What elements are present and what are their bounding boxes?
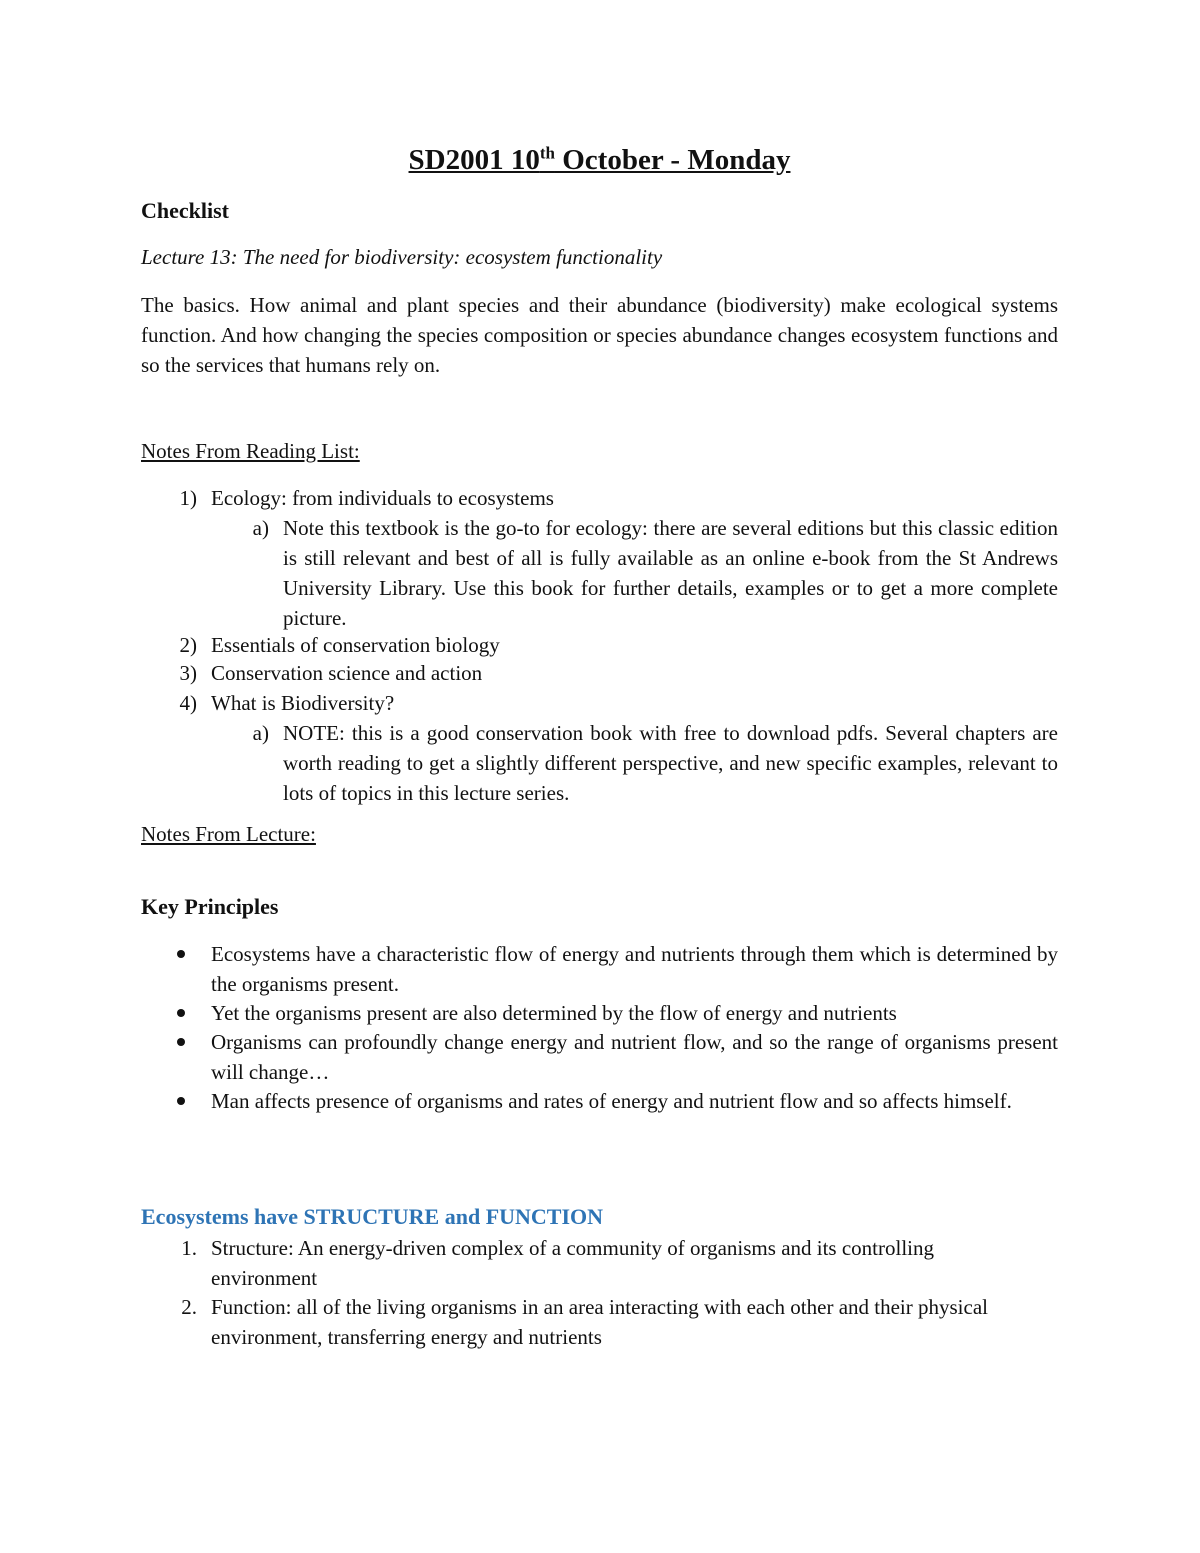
bullet-icon bbox=[177, 1009, 185, 1017]
lecture-notes-label: Notes From Lecture: bbox=[141, 822, 316, 846]
bullet-text: Yet the organisms present are also determined by the flow of energy and nutrients bbox=[211, 1001, 897, 1025]
list-marker: 3) bbox=[179, 661, 197, 685]
bullet-text: Man affects presence of organisms and rates of energy and nutrient flow and so affects himself. bbox=[211, 1089, 1012, 1113]
list-item-text: Essentials of conservation biology bbox=[211, 633, 500, 657]
list-marker: 2. bbox=[181, 1295, 197, 1319]
title-prefix: SD2001 10 bbox=[408, 144, 540, 176]
list-item-text: What is Biodiversity? bbox=[211, 691, 395, 715]
key-principles-heading: Key Principles bbox=[141, 894, 279, 919]
list-item-text: Function: all of the living organisms in an area interacting with each other and their physical environment, transferring energy and nutrients bbox=[211, 1295, 988, 1349]
bullet-icon bbox=[177, 1038, 185, 1046]
basics-paragraph: The basics. How animal and plant species and their abundance (biodiversity) make ecological systems function. And how changing the species composition or species abundance changes ecosystem functions and so the services that humans rely on. bbox=[141, 293, 1058, 377]
list-marker: 4) bbox=[179, 691, 197, 715]
page-title bbox=[141, 142, 1058, 178]
title-suffix: October - Monday bbox=[554, 144, 791, 176]
bullet-text: Ecosystems have a characteristic flow of energy and nutrients through them which is determined by the organisms present. bbox=[211, 942, 1058, 996]
list-marker: 1) bbox=[179, 486, 197, 510]
bullet-icon bbox=[177, 1097, 185, 1105]
list-marker: a) bbox=[252, 516, 269, 540]
list-item-text: Ecology: from individuals to ecosystems bbox=[211, 486, 554, 510]
list-marker: 1. bbox=[181, 1236, 197, 1260]
reading-list-label: Notes From Reading List: bbox=[141, 439, 360, 463]
checklist-heading: Checklist bbox=[141, 198, 229, 223]
list-item-text: NOTE: this is a good conservation book with free to download pdfs. Several chapters are worth reading to get a slightly different perspective, and new specific examples, relevant to lots of topics in this lecture series. bbox=[283, 721, 1058, 805]
lecture-title: Lecture 13: The need for biodiversity: ecosystem functionality bbox=[141, 245, 663, 269]
list-marker: a) bbox=[252, 721, 269, 745]
structure-function-heading: Ecosystems have STRUCTURE and FUNCTION bbox=[141, 1204, 604, 1229]
list-item-text: Note this textbook is the go-to for ecology: there are several editions but this classic edition is still relevant and best of all is fully available as an online e-book from the St Andrews University Library. Use this book for further details, examples or to get a more complete picture. bbox=[283, 516, 1058, 630]
title-superscript: th bbox=[539, 143, 555, 163]
list-item-text: Conservation science and action bbox=[211, 661, 483, 685]
bullet-icon bbox=[177, 950, 185, 958]
list-item-text: Structure: An energy-driven complex of a community of organisms and its controlling environment bbox=[211, 1236, 935, 1290]
bullet-text: Organisms can profoundly change energy and nutrient flow, and so the range of organisms present will change… bbox=[211, 1030, 1058, 1084]
list-marker: 2) bbox=[179, 633, 197, 657]
